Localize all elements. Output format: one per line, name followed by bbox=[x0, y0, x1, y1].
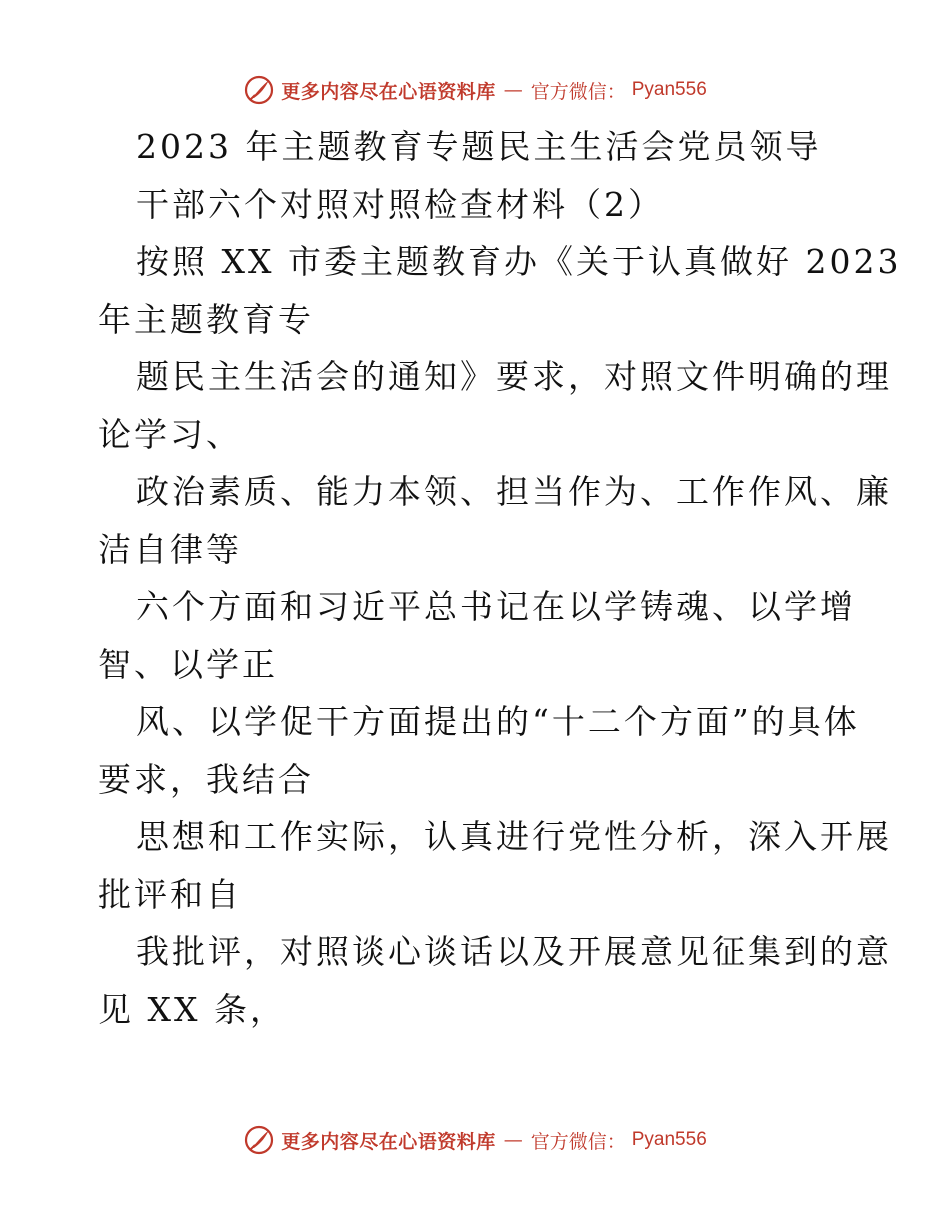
doc-line: 智、以学正 bbox=[98, 644, 278, 684]
doc-title-line-2: 干部六个对照对照检查材料（2） bbox=[136, 184, 664, 224]
banner-dash: — bbox=[503, 1129, 523, 1151]
banner-dash: — bbox=[503, 79, 523, 101]
doc-line: 我批评，对照谈心谈话以及开展意见征集到的意 bbox=[136, 932, 892, 971]
doc-line: 风、以学促干方面提出的“十二个方面”的具体 bbox=[136, 702, 860, 741]
doc-line: 洁自律等 bbox=[98, 529, 242, 569]
header-watermark bbox=[0, 70, 950, 110]
brand-text: 更多内容尽在心语资料库 bbox=[281, 1130, 496, 1153]
doc-line: 思想和工作实际，认真进行党性分析，深入开展 bbox=[136, 817, 892, 856]
doc-line: 批评和自 bbox=[98, 874, 242, 914]
doc-line: 六个方面和习近平总书记在以学铸魂、以学增 bbox=[136, 587, 856, 626]
doc-line: 要求，我结合 bbox=[98, 759, 314, 799]
contact-id: Pyan556 bbox=[631, 79, 707, 100]
doc-line: 论学习、 bbox=[98, 414, 242, 454]
doc-line: 政治素质、能力本领、担当作为、工作作风、廉 bbox=[136, 472, 892, 511]
feather-logo-icon bbox=[243, 1124, 275, 1156]
doc-line: 按照 XX 市委主题教育办《关于认真做好 2023 bbox=[136, 242, 902, 281]
brand-text: 更多内容尽在心语资料库 bbox=[281, 80, 496, 103]
contact-label: 官方微信： bbox=[530, 80, 626, 103]
doc-line: 题民主生活会的通知》要求，对照文件明确的理 bbox=[136, 357, 892, 396]
contact-label: 官方微信： bbox=[530, 1130, 626, 1153]
doc-title-line-1: 2023 年主题教育专题民主生活会党员领导 bbox=[136, 127, 822, 166]
document-body bbox=[98, 118, 902, 1038]
feather-logo-icon bbox=[243, 74, 275, 106]
footer-watermark bbox=[0, 1120, 950, 1160]
doc-line: 见 XX 条， bbox=[98, 989, 286, 1029]
doc-line: 年主题教育专 bbox=[98, 299, 314, 339]
contact-id: Pyan556 bbox=[631, 1129, 707, 1150]
